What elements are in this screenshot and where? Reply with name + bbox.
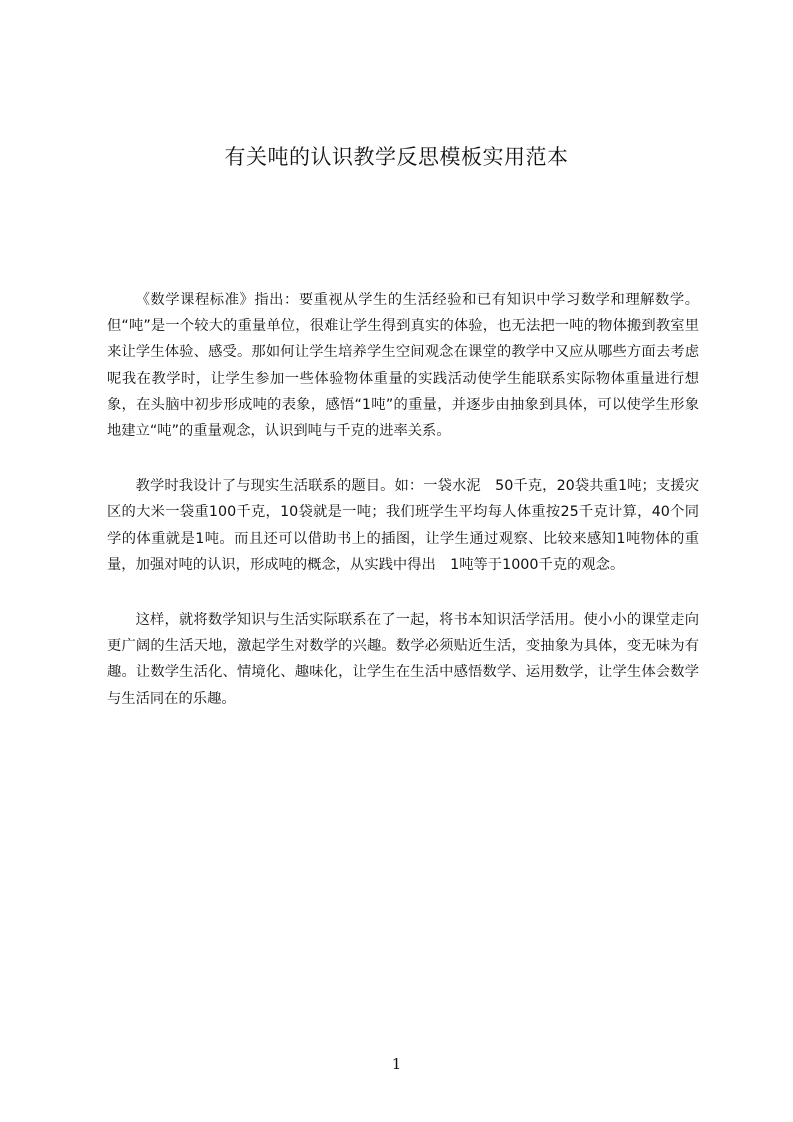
document-title: 有关吨的认识教学反思模板实用范本 — [224, 145, 569, 169]
paragraph-1: 《数学课程标准》指出：要重视从学生的生活经验和已有知识中学习数学和理解数学。但“吨”是一个较大的重量单位，很难让学生得到真实的体验，也无法把一吨的物体搬到教室里来让学生体验、感受。那如何让学生培养学生空间观念在课堂的教学中又应从哪些方面去考虑呢我在教学时，让学生参加一些体验物体重量的实践活动使学生能联系实际物体重量进行想象，在头脑中初步形成吨的表象，感悟“1吨”的重量，并逐步由抽象到具体，可以使学生形象地建立“吨”的重量观念，认识到吨与千克的进率关系。 — [107, 292, 699, 440]
page-number: 1 — [391, 1055, 402, 1073]
paragraph-3: 这样，就将数学知识与生活实际联系在了一起，将书本知识活学活用。使小小的课堂走向更广阔的生活天地，激起学生对数学的兴趣。数学必须贴近生活，变抽象为具体，变无味为有趣。让数学生活化、情境化、趣味化，让学生在生活中感悟数学、运用数学，让学生体会数学与生活同在的乐趣。 — [107, 612, 699, 707]
paragraph-2: 教学时我设计了与现实生活联系的题目。如：一袋水泥 50千克，20袋共重1吨；支援灾区的大米一袋重100千克，10袋就是一吨；我们班学生平均每人体重按25千克计算，40个同学的体重就是1吨。而且还可以借助书上的插图，让学生通过观察、比较来感知1吨物体的重量，加强对吨的认识，形成吨的概念，从实践中得出 1吨等于1000千克的观念。 — [107, 478, 699, 573]
document-body — [107, 287, 699, 741]
